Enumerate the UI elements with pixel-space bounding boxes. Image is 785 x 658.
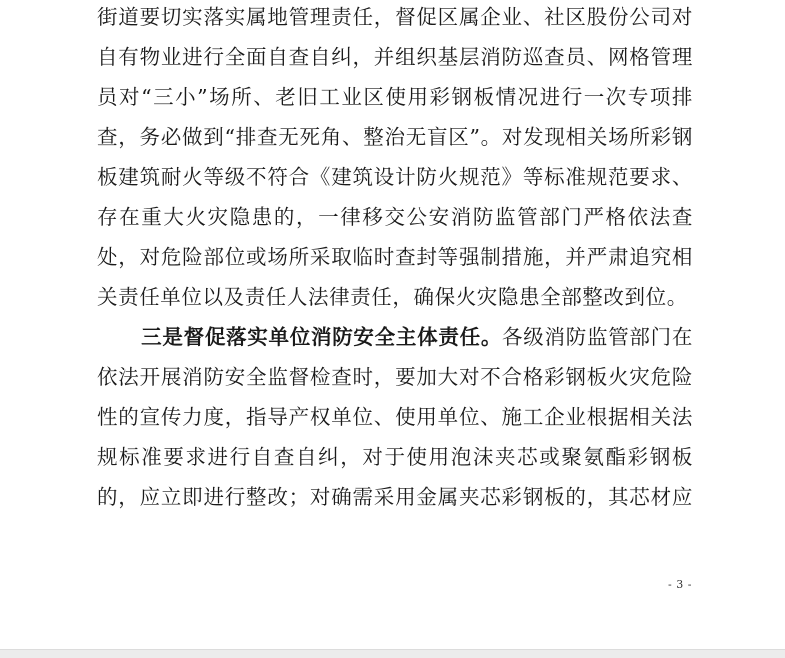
paragraph-text: 各级消防监管部门在依法开展消防安全监督检查时，要加大对不合格彩钢板火灾危险性的宣传力度，指导产权单位、使用单位、施工企业根据相关法规标准要求进行自查自纠，对于使用泡沫夹芯或聚氨酯彩钢板的，应立即进行整改；对确需采用金属夹芯彩钢板的，其芯材应 xyxy=(97,325,693,509)
paragraph-street-responsibility xyxy=(97,0,693,317)
page-number: - 3 - xyxy=(668,578,692,591)
paragraph-text: 街道要切实落实属地管理责任，督促区属企业、社区股份公司对自有物业进行全面自查自纠，并组织基层消防巡查员、网格管理员对“三小”场所、老旧工业区使用彩钢板情况进行一次专项排查，务必做到“排查无死角、整治无盲区”。对发现相关场所彩钢板建筑耐火等级不符合《建筑设计防火规范》等标准规范要求、存在重大火灾隐患的，一律移交公安消防监管部门严格依法查处，对危险部位或场所采取临时查封等强制措施，并严肃追究相关责任单位以及责任人法律责任，确保火灾隐患全部整改到位。 xyxy=(97,5,693,309)
paragraph-heading: 三是督促落实单位消防安全主体责任。 xyxy=(141,325,503,349)
document-body xyxy=(97,0,693,517)
paragraph-unit-responsibility xyxy=(97,317,693,517)
